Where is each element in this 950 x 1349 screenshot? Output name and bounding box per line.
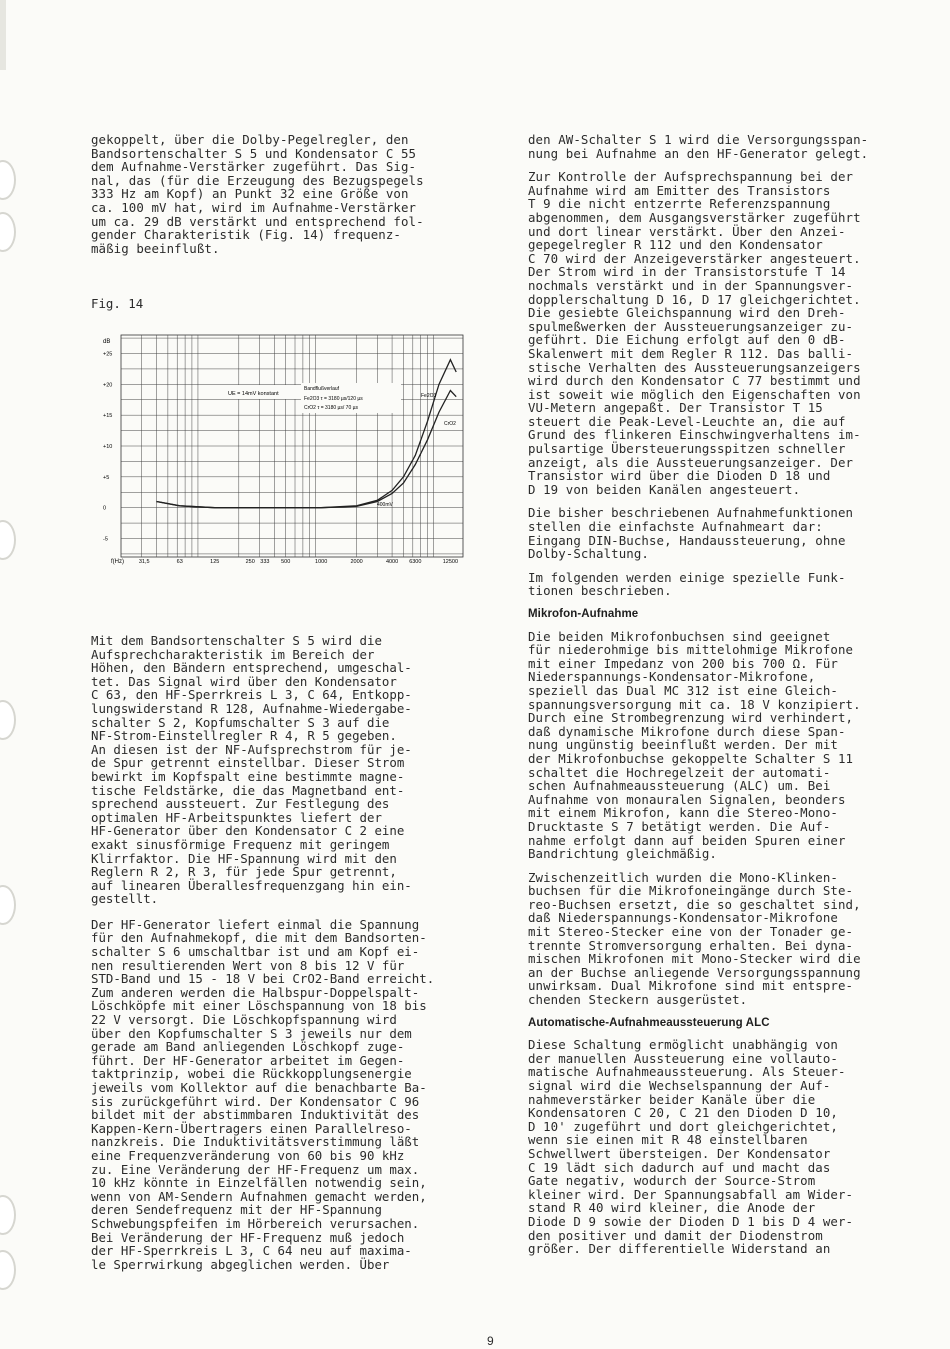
punch-hole [0, 700, 16, 740]
punch-hole [0, 1195, 16, 1235]
x-tick-label: 500 [281, 559, 291, 565]
binder-edge [0, 0, 6, 70]
frequency-response-chart [91, 325, 469, 573]
paragraph: Mit dem Bandsortenschalter S 5 wird die Aufsprechcharakteristik im Bereich der Höhen, den Bändern entsprechend, umgeschal- tet. Das Signal wird über den Kondensator C 63, den HF-Sperrkreis L 3, C 64, Entkopp- lungswiderstand R 128, Aufnahme-Wiedergabe- schalter S 2, Kopfumschalter S 3 auf die NF-Strom-Einstellregler R 4, R 5 gegeben. An diesen ist der NF-Aufsprechstrom für je- de Spur getrennt einstellbar. Dieser Strom bewirkt im Kopfspalt eine bestimmte magne- tische Feldstärke, die das Magnetband ent- sprechend aussteuert. Zur Festlegung des optimalen HF-Arbeitspunktes liefert der HF-Generator über den Kondensator C 2 eine exakt sinusförmige Frequenz mit geringem Klirrfaktor. Die HF-Spannung wird mit den Reglern R 2, R 3, für jede Spur getrennt, auf linearen Überallesfrequenzgang hin ein- gestellt. [91, 633, 412, 907]
annotation-input: UE = 14mV konstant [228, 391, 279, 397]
y-tick-label: +20 [103, 382, 113, 389]
label-400mv: 400mV [377, 502, 393, 508]
y-tick-label: +15 [103, 413, 113, 420]
paragraph: Der HF-Generator liefert einmal die Spannung für den Aufnahmekopf, die mit dem Bandsorten- schalter S 6 umschaltbar ist und am Kopf ei- nen resultierenden Wert von 8 bis 12 V für STD-Band und 15 - 18 V bei CrO2-Band erreicht. Zum anderen werden die Halbspur-Doppelspalt- Löschköpfe mit einer Löschspannung von 18 bis 22 V versorgt. Die Löschkopfspannung wird über den Kopfumschalter S 3 jeweils nur dem gerade am Band anliegenden Löschkopf zuge- führt. Der HF-Generator arbeitet im Gegen- taktprinzip, wobei die Rückkopplungsenergie jeweils vom Kollektor auf die benachbarte Ba- sis zurückgeführt wird. Der Kondensator C 96 bildet mit der abstimmbaren Induktivität des Kappen-Kern-Übertragers einen Parallelreso- nanzkreis. Die Induktivitätsverstimmung läßt eine Frequenzveränderung von 60 bis 90 kHz zu. Eine Veränderung der HF-Frequenz um max. 10 kHz könnte in Einzelfällen notwendig sein, wenn von AM-Sendern Aufnahmen gemacht werden, deren Sendefrequenz mit der HF-Spannung Schwebungspfeifen im Hörbereich verursachen. Bei Veränderung der HF-Frequenz muß jedoch der HF-Sperrkreis L 3, C 64 neu auf maxima- le Sperrwirkung abgeglichen werden. Über [91, 916, 435, 1272]
punch-hole [0, 885, 16, 925]
paragraph: gekoppelt, über die Dolby-Pegelregler, den Bandsortenschalter S 5 und Kondensator C 55 dem Aufnahme-Verstärker zugeführt. Das Sig- nal, das (für die Erzeugung des Bezugspegels 333 Hz am Kopf) an Punkt 32 eine Größe von ca. 100 mV hat, wird im Aufnahme-Verstärker um ca. 29 dB verstärkt und entsprechend fol- gender Charakteristik (Fig. 14) frequenz- mäßig beeinflußt. [91, 132, 424, 256]
section-heading-alc: Automatische-Aufnahmeaussteuerung ALC [528, 1016, 770, 1029]
paragraph: Im folgenden werden einige spezielle Funk- tionen beschrieben. [528, 569, 846, 599]
y-tick-label: +5 [103, 474, 110, 481]
chart-series [157, 360, 457, 508]
x-tick-label: 125 [210, 559, 220, 565]
x-tick-label: 63 [176, 559, 183, 565]
x-axis-ticks [139, 559, 458, 565]
series-line-fe2o3 [157, 360, 457, 508]
right-column [528, 133, 913, 1266]
x-tick-label: 333 [260, 559, 270, 565]
x-tick-label: 12500 [442, 559, 459, 565]
paragraph: Zwischenzeitlich wurden die Mono-Klinken- buchsen für die Mikrofoneingänge durch Ste- reo-Buchsen ersetzt, die so geschaltet sind, daß Niederspannungs-Kondensator-Mikrofone mit Stereo-Stecker eine von der Tonader ge- trennte Stromversorgung erhalten. Bei dyna- mischen Mikrofonen mit Mono-Stecker wird die an der Buchse anliegende Versorgungsspannung unwirksam. Dual Mikrofone sind mit entspre- chenden Steckern ausgerüstet. [528, 869, 861, 1008]
y-tick-label: +25 [103, 351, 113, 358]
x-tick-label: 250 [245, 559, 255, 565]
y-axis-label: dB [103, 339, 111, 345]
left-column-top [91, 133, 491, 265]
punch-hole [0, 212, 16, 252]
x-tick-label: 4000 [385, 559, 399, 565]
series-label-fe: Fe2O3 [421, 393, 437, 399]
paragraph: Zur Kontrolle der Aufsprechspannung bei der Aufnahme wird am Emitter des Transistors T 9 die nicht entzerrte Referenzspannung abgenommen, dem Ausgangsverstärker zugeführt und dort linear verstärkt. Über den Anzei- gepegelregler R 112 und den Kondensator C 70 wird der Anzeigeverstärker angesteuert. Der Strom wird in der Transistorstufe T 14 nochmals verstärkt und in der Spannungsver- dopplerschaltung D 16, D 17 gleichgerichtet. Die gesiebte Gleichspannung wird den Dreh- spulmeßwerken der Aussteuerungsanzeiger zu- geführt. Die Eichung erfolgt auf den 0 dB- Skalenwert mit dem Regler R 112. Das balli- stische Verhalten des Aussteuerungsanzeigers wird durch den Kondensator C 77 bestimmt und ist soweit wie möglich den Eigenschaften von VU-Metern angepaßt. Der Transistor T 15 steuert die Peak-Level-Leuchte an, die auf Grund des flinkeren Einschwingverhaltens im- pulsartige Übersteuerungsspitzen schneller anzeigt, als die Aussteuerungsanzeiger. Der Transistor wird über die Dioden D 18 und D 19 von beiden Kanälen angesteuert. [528, 169, 861, 497]
x-tick-label: 2000 [350, 559, 363, 565]
left-column-bottom [91, 634, 491, 1283]
y-tick-label: +10 [103, 444, 113, 450]
annotation-title: Bandflußverlauf [304, 386, 340, 392]
y-tick-label: -5 [103, 536, 108, 543]
page-number: 9 [487, 1334, 494, 1348]
section-heading-mikrofon: Mikrofon-Aufnahme [528, 608, 639, 620]
annotation-cr: CrO2 τ = 3180 µs/ 70 µs [304, 405, 359, 411]
annotation-fe: Fe2O3 τ = 3180 µs/120 µs [304, 396, 363, 402]
x-tick-label: 6300 [409, 559, 422, 565]
punch-hole [0, 1250, 16, 1290]
y-tick-label: 0 [103, 505, 107, 512]
figure-label: Fig. 14 [91, 296, 144, 311]
series-label-cr: CrO2 [444, 421, 456, 427]
punch-hole [0, 160, 16, 200]
paragraph: den AW-Schalter S 1 wird die Versorgungsspan- nung bei Aufnahme an den HF-Generator gelegt. [528, 132, 869, 161]
chart-grid [121, 335, 463, 557]
paragraph: Die beiden Mikrofonbuchsen sind geeignet für niederohmige bis mittelohmige Mikrofone mit einer Impedanz von 200 bis 700 Ω. Für Niederspannungs-Kondensator-Mikrofone, speziell das Dual MC 312 ist eine Gleich- spannungsversorgung mit ca. 18 V konzipiert. Durch eine Strombegrenzung wird verhindert, daß dynamische Mikrofone durch diese Span- nung ungünstig beeinflußt werden. Der mit der Mikrofonbuchse gekoppelte Schalter S 11 schaltet die Hochregelzeit der automati- schen Aufnahmeaussteuerung (ALC) um. Bei Aufnahme von monauralen Signalen, beonders mit einem Mikrofon, kann die Stereo-Mono- Drucktaste S 7 betätigt werden. Die Auf- nahme erfolgt dann auf beiden Spuren einer Bandrichtung gleichmäßig. [528, 628, 861, 862]
x-tick-label: 31,5 [138, 559, 150, 565]
paragraph: Die bisher beschriebenen Aufnahmefunktionen stellen die einfachste Aufnahmeart dar: Eingang DIN-Buchse, Handaussteuerung, ohne Dolby-Schaltung. [528, 505, 854, 562]
punch-hole [0, 520, 16, 560]
x-axis-label: f(Hz) [111, 559, 124, 565]
x-tick-label: 1000 [315, 559, 328, 565]
y-axis-ticks [103, 352, 112, 543]
paragraph: Diese Schaltung ermöglicht unabhängig von der manuellen Aussteuerung eine vollauto- matische Aufnahmeaussteuerung. Als Steuer- signal wird die Wechselspannung der Auf- nahmeverstärker beider Kanäle über die Kondensatoren C 20, C 21 den Dioden D 10, D 10' zugeführt und dort gleichgerichtet, wenn sie einen mit R 48 einstellbaren Schwellwert übersteigen. Der Kondensator C 19 lädt sich dadurch auf und macht das Gate negativ, wodurch der Source-Strom kleiner wird. Der Spannungsabfall am Wider- stand R 40 wird kleiner, die Anode der Diode D 9 sowie der Dioden D 1 bis D 4 wer- den positiver und damit der Diodenstrom größer. Der differentielle Widerstand an [528, 1037, 854, 1257]
